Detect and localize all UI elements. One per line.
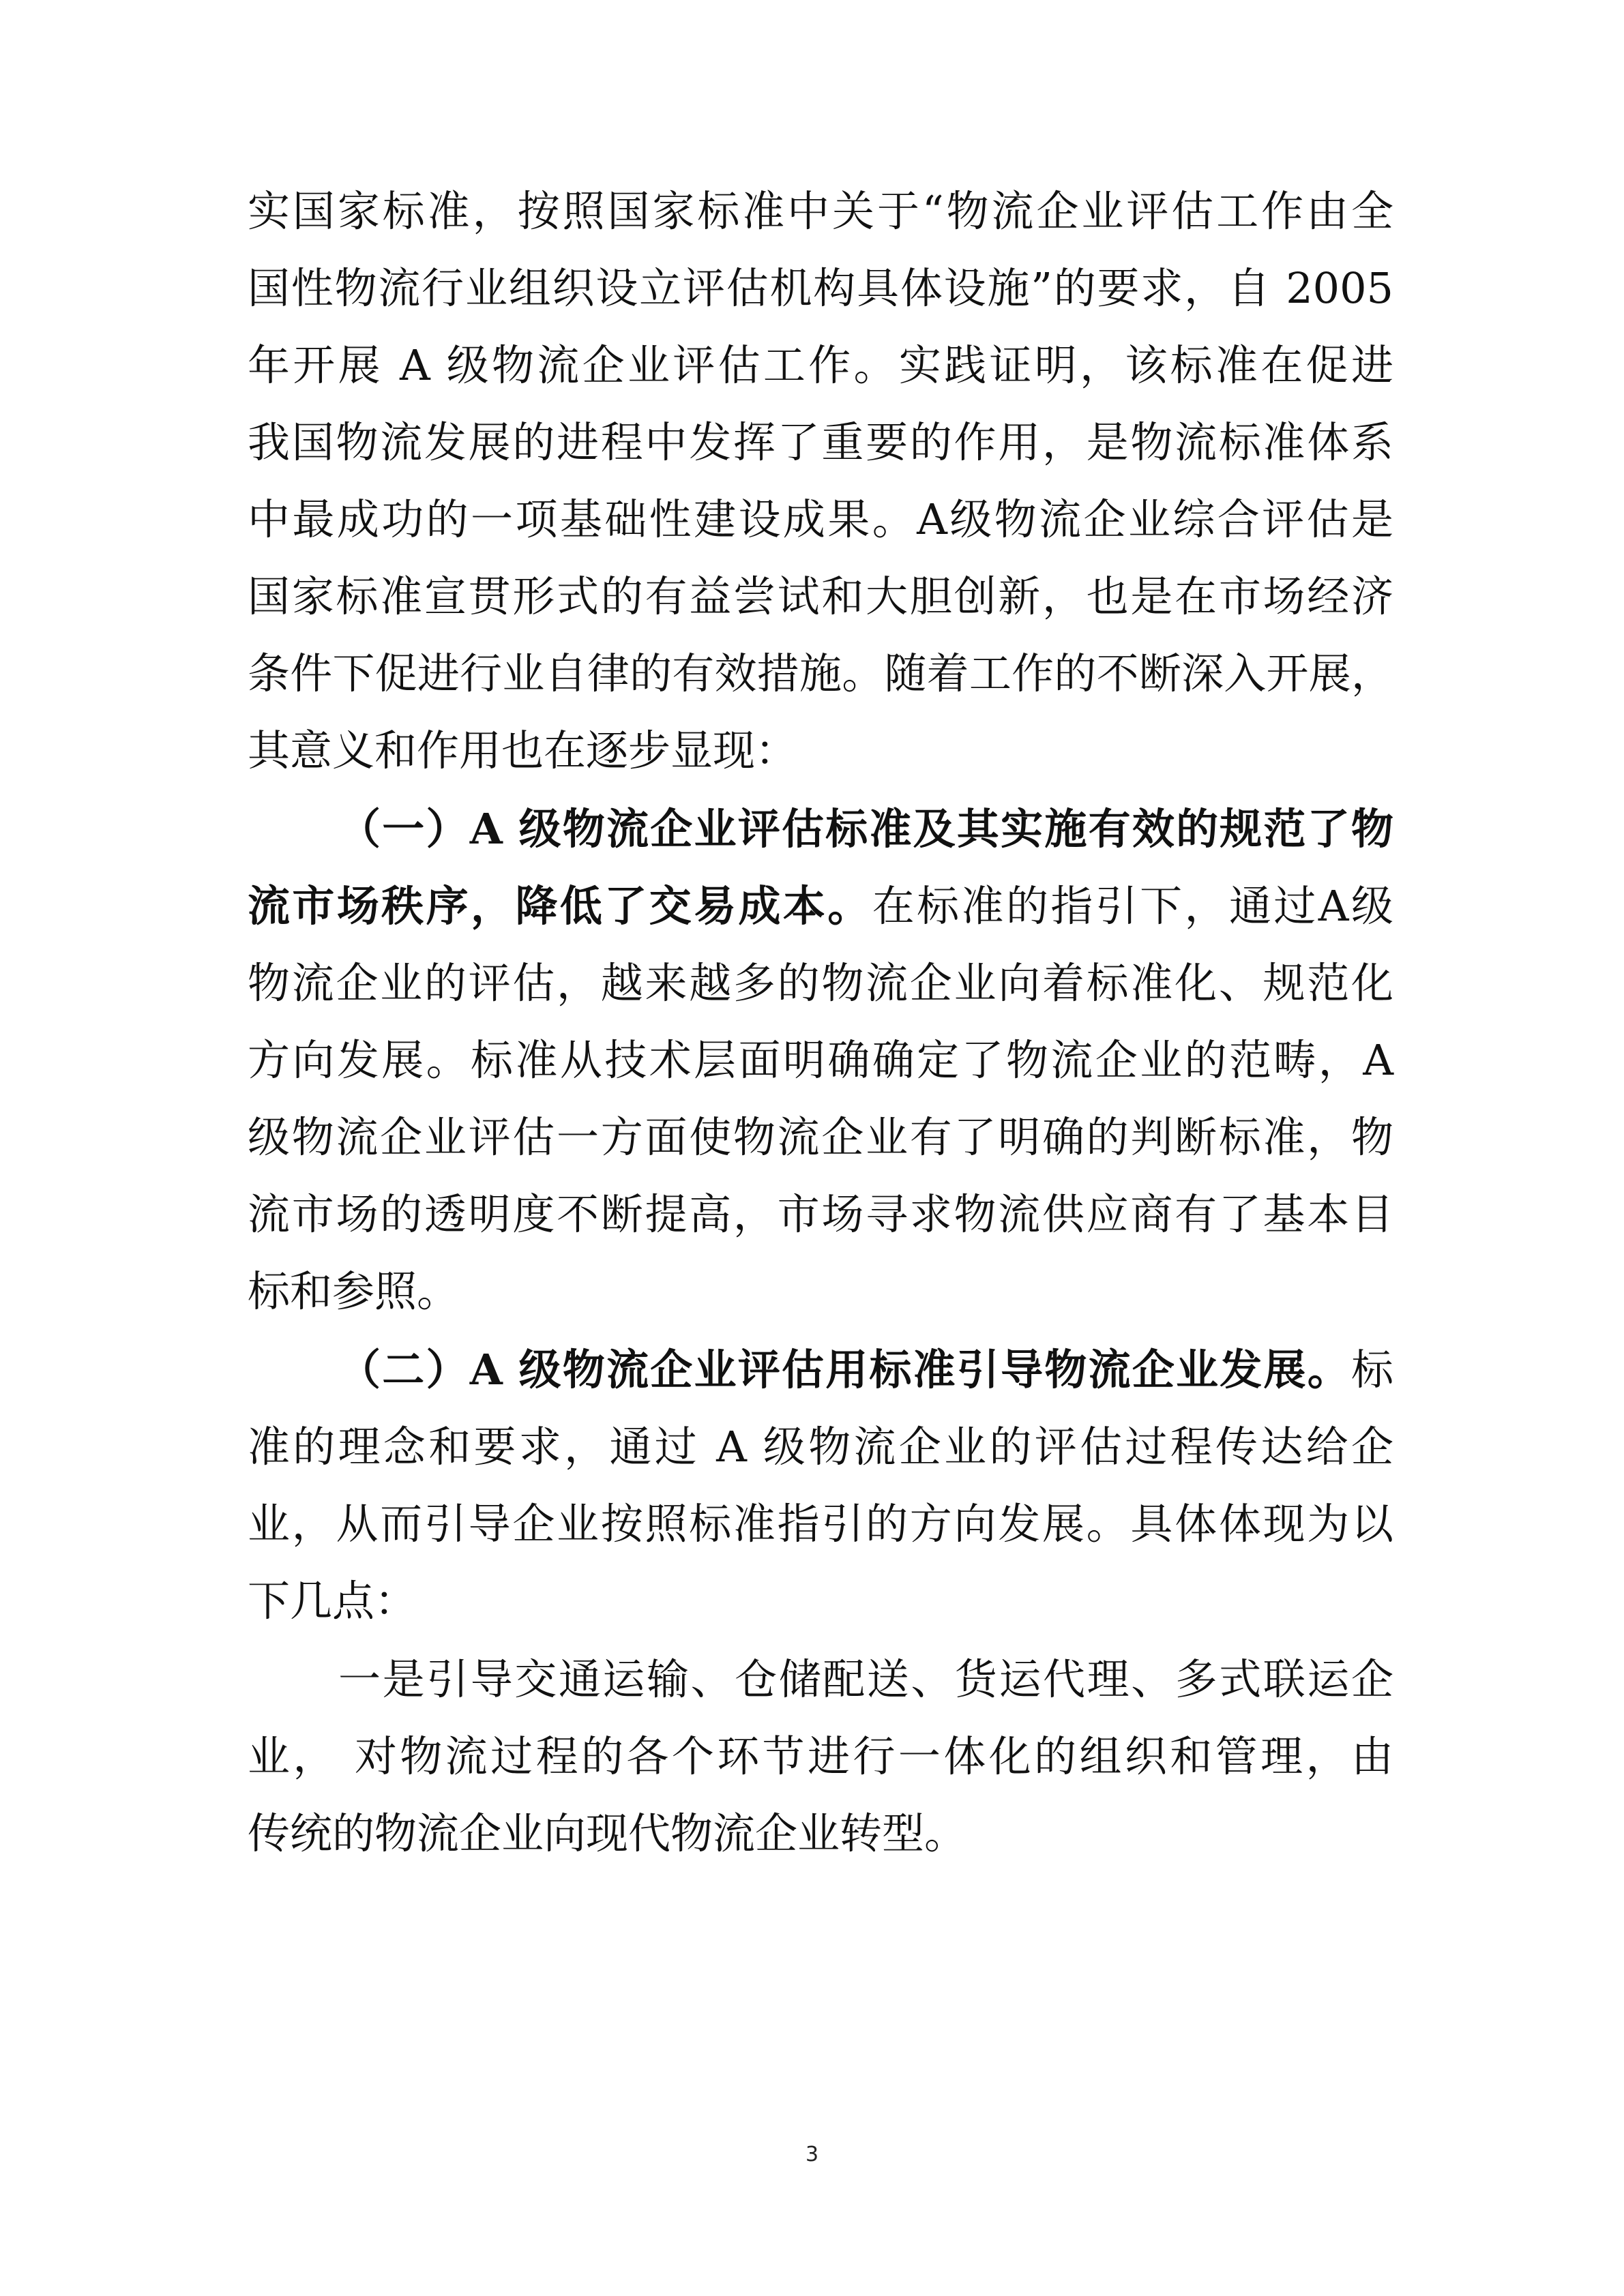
- body-line: 我国物流发展的进程中发挥了重要的作用，是物流标准体系: [248, 417, 1393, 467]
- body-line: 准的理念和要求，通过 A 级物流企业的评估过程传达给企: [248, 1422, 1393, 1472]
- body-line: 流市场的透明度不断提高，市场寻求物流供应商有了基本目: [248, 1189, 1393, 1239]
- page-number: 3: [805, 2143, 819, 2166]
- body-line: 级物流企业评估一方面使物流企业有了明确的判断标准，物: [248, 1112, 1393, 1162]
- body-line: 标和参照。: [248, 1266, 460, 1316]
- body-line: 其意义和作用也在逐步显现：: [248, 726, 798, 775]
- section-heading-2: [338, 1329, 1393, 1411]
- section-heading-1-continued: [248, 865, 1393, 947]
- section-heading-2-text: （二）A 级物流企业评估用标准引导物流企业发展。: [338, 1345, 1351, 1395]
- body-line: 业，从而引导企业按照标准指引的方向发展。具体体现为以: [248, 1499, 1393, 1549]
- body-line: 物流企业的评估，越来越多的物流企业向着标准化、规范化: [248, 958, 1393, 1008]
- body-line: 实国家标准，按照国家标准中关于“物流企业评估工作由全: [248, 186, 1393, 236]
- body-line: 业， 对物流过程的各个环节进行一体化的组织和管理，由: [248, 1731, 1393, 1781]
- section-heading-1: （一）A 级物流企业评估标准及其实施有效的规范了物: [338, 804, 1393, 854]
- point-1-line: 一是引导交通运输、仓储配送、货运代理、多式联运企: [338, 1654, 1393, 1704]
- body-line: 方向发展。标准从技术层面明确确定了物流企业的范畴，A: [248, 1035, 1393, 1085]
- section-heading-1-end: 流市场秩序，降低了交易成本。: [248, 881, 872, 931]
- body-line: 中最成功的一项基础性建设成果。A级物流企业综合评估是: [248, 494, 1393, 544]
- body-line: 传统的物流企业向现代物流企业转型。: [248, 1808, 967, 1858]
- body-line: 年开展 A 级物流企业评估工作。实践证明，该标准在促进: [248, 340, 1393, 390]
- body-line: 下几点：: [248, 1576, 417, 1626]
- body-text: 标: [1350, 1345, 1393, 1395]
- body-line: 条件下促进行业自律的有效措施。随着工作的不断深入开展，: [248, 648, 1393, 698]
- body-text: 在标准的指引下，通过A级: [872, 881, 1393, 931]
- body-line: 国家标准宣贯形式的有益尝试和大胆创新，也是在市场经济: [248, 571, 1393, 621]
- body-line: 国性物流行业组织设立评估机构具体设施”的要求，自 2005: [248, 263, 1393, 313]
